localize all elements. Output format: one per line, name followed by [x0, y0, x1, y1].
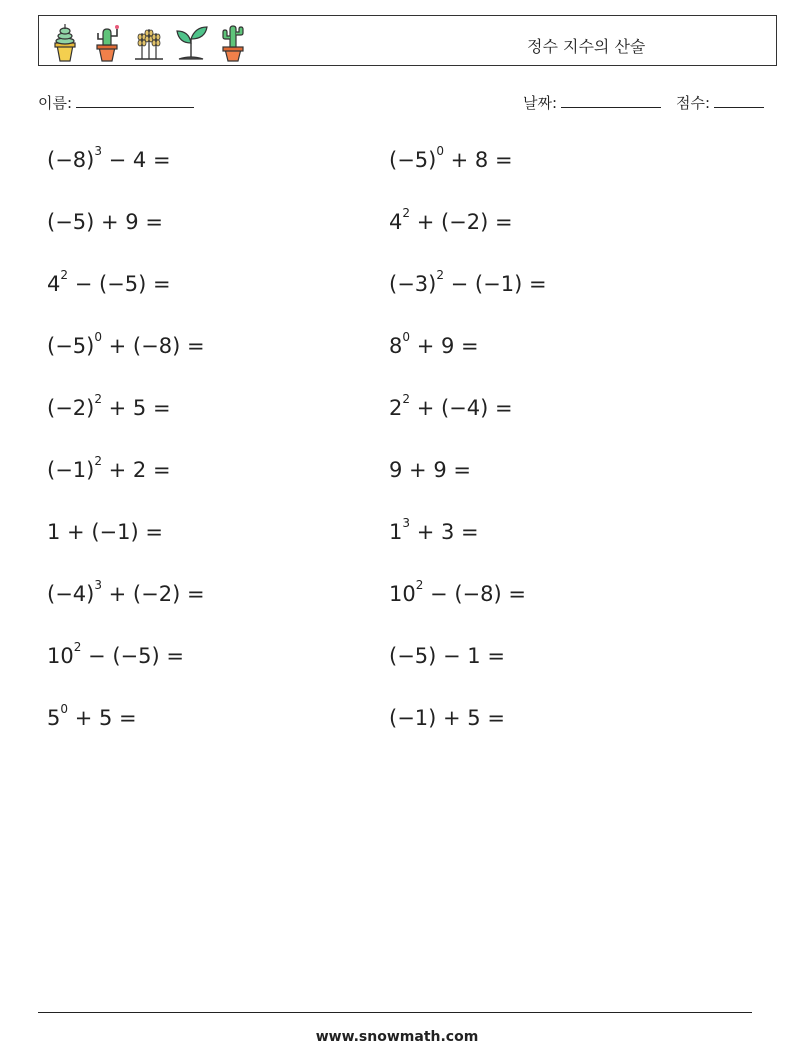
problem-item [389, 330, 479, 358]
problem-exponent: 0 [60, 702, 69, 716]
problem-rest: − 4 = [101, 148, 171, 172]
problem-item [47, 520, 163, 544]
cactus-pot-icon [89, 21, 125, 63]
header-icons [47, 21, 251, 63]
problem-rest: + 9 = [94, 210, 163, 234]
problem-base: (−8) [47, 148, 95, 172]
problem-item [47, 640, 184, 668]
problem-base: 4 [389, 210, 403, 234]
problem-base: (−5) [389, 644, 437, 668]
problem-rest: + 2 = [101, 458, 171, 482]
problem-exponent: 2 [402, 392, 411, 406]
header-box [38, 15, 777, 66]
problem-base: 2 [389, 396, 403, 420]
problem-base: (−1) [47, 458, 95, 482]
score-field [676, 92, 764, 113]
problem-rest: + 5 = [68, 706, 137, 730]
page-title: 정수 지수의 산술 [527, 37, 646, 56]
problem-rest: + (−1) = [60, 520, 163, 544]
problem-item [47, 144, 171, 172]
sprout-icon [173, 21, 209, 63]
problem-item [389, 206, 513, 234]
problem-base: 10 [47, 644, 74, 668]
date-field [523, 92, 661, 113]
problem-rest: + (−8) = [101, 334, 205, 358]
footer-url: www.snowmath.com [315, 1029, 479, 1045]
cactus-icon [215, 21, 251, 63]
problem-rest: + 5 = [101, 396, 171, 420]
date-label: 날짜: [523, 94, 558, 112]
problem-rest: + 9 = [402, 458, 471, 482]
problem-exponent: 2 [436, 268, 444, 282]
problem-item [389, 644, 505, 668]
name-label: 이름: [38, 94, 73, 112]
problem-item [47, 210, 163, 234]
problem-rest: + 3 = [410, 520, 479, 544]
problem-base: (−5) [47, 334, 95, 358]
problem-exponent: 0 [94, 330, 102, 344]
problem-base: 4 [47, 272, 61, 296]
problem-exponent: 3 [94, 578, 102, 592]
problem-item [47, 268, 171, 296]
problem-item [47, 330, 205, 358]
problem-exponent: 3 [94, 144, 102, 158]
score-label: 점수: [676, 94, 711, 112]
problem-base: 5 [47, 706, 61, 730]
problem-base: 10 [389, 582, 416, 606]
problem-exponent: 2 [60, 268, 69, 282]
problem-base: (−4) [47, 582, 95, 606]
problem-base: 1 [47, 520, 61, 544]
problem-item [389, 392, 513, 420]
problem-exponent: 2 [415, 578, 424, 592]
footer-divider [38, 1012, 752, 1013]
problem-item [389, 144, 513, 172]
problem-item [389, 458, 471, 482]
problem-rest: − (−1) = [443, 272, 547, 296]
problem-rest: − 1 = [436, 644, 505, 668]
problem-rest: + 8 = [443, 148, 513, 172]
problem-rest: − (−5) = [68, 272, 171, 296]
problem-rest: + (−2) = [410, 210, 513, 234]
problem-rest: − (−5) = [81, 644, 184, 668]
date-blank[interactable] [561, 93, 661, 108]
problem-item [389, 516, 479, 544]
problem-base: (−5) [47, 210, 95, 234]
problem-rest: + 9 = [410, 334, 479, 358]
problem-exponent: 2 [94, 454, 102, 468]
problem-item [47, 392, 171, 420]
problem-rest: + 5 = [436, 706, 505, 730]
name-field [38, 92, 194, 113]
problem-exponent: 2 [73, 640, 82, 654]
score-blank[interactable] [714, 93, 764, 108]
problem-exponent: 2 [402, 206, 411, 220]
problem-base: (−5) [389, 148, 437, 172]
problem-exponent: 2 [94, 392, 102, 406]
problem-base: 1 [389, 520, 403, 544]
problem-rest: − (−8) = [423, 582, 526, 606]
succulent-pot-icon [47, 21, 83, 63]
wheat-icon [131, 21, 167, 63]
problem-exponent: 0 [402, 330, 411, 344]
problem-item [47, 578, 205, 606]
problem-base: 8 [389, 334, 403, 358]
problem-item [389, 268, 547, 296]
problem-base: (−3) [389, 272, 437, 296]
name-blank[interactable] [76, 93, 194, 108]
problem-item [389, 706, 505, 730]
problem-item [47, 454, 171, 482]
problem-base: 9 [389, 458, 403, 482]
problem-base: (−1) [389, 706, 437, 730]
problem-base: (−2) [47, 396, 95, 420]
problem-rest: + (−2) = [101, 582, 205, 606]
problem-item [389, 578, 526, 606]
problem-rest: + (−4) = [410, 396, 513, 420]
problem-exponent: 0 [436, 144, 444, 158]
problem-exponent: 3 [402, 516, 411, 530]
problem-item [47, 702, 137, 730]
